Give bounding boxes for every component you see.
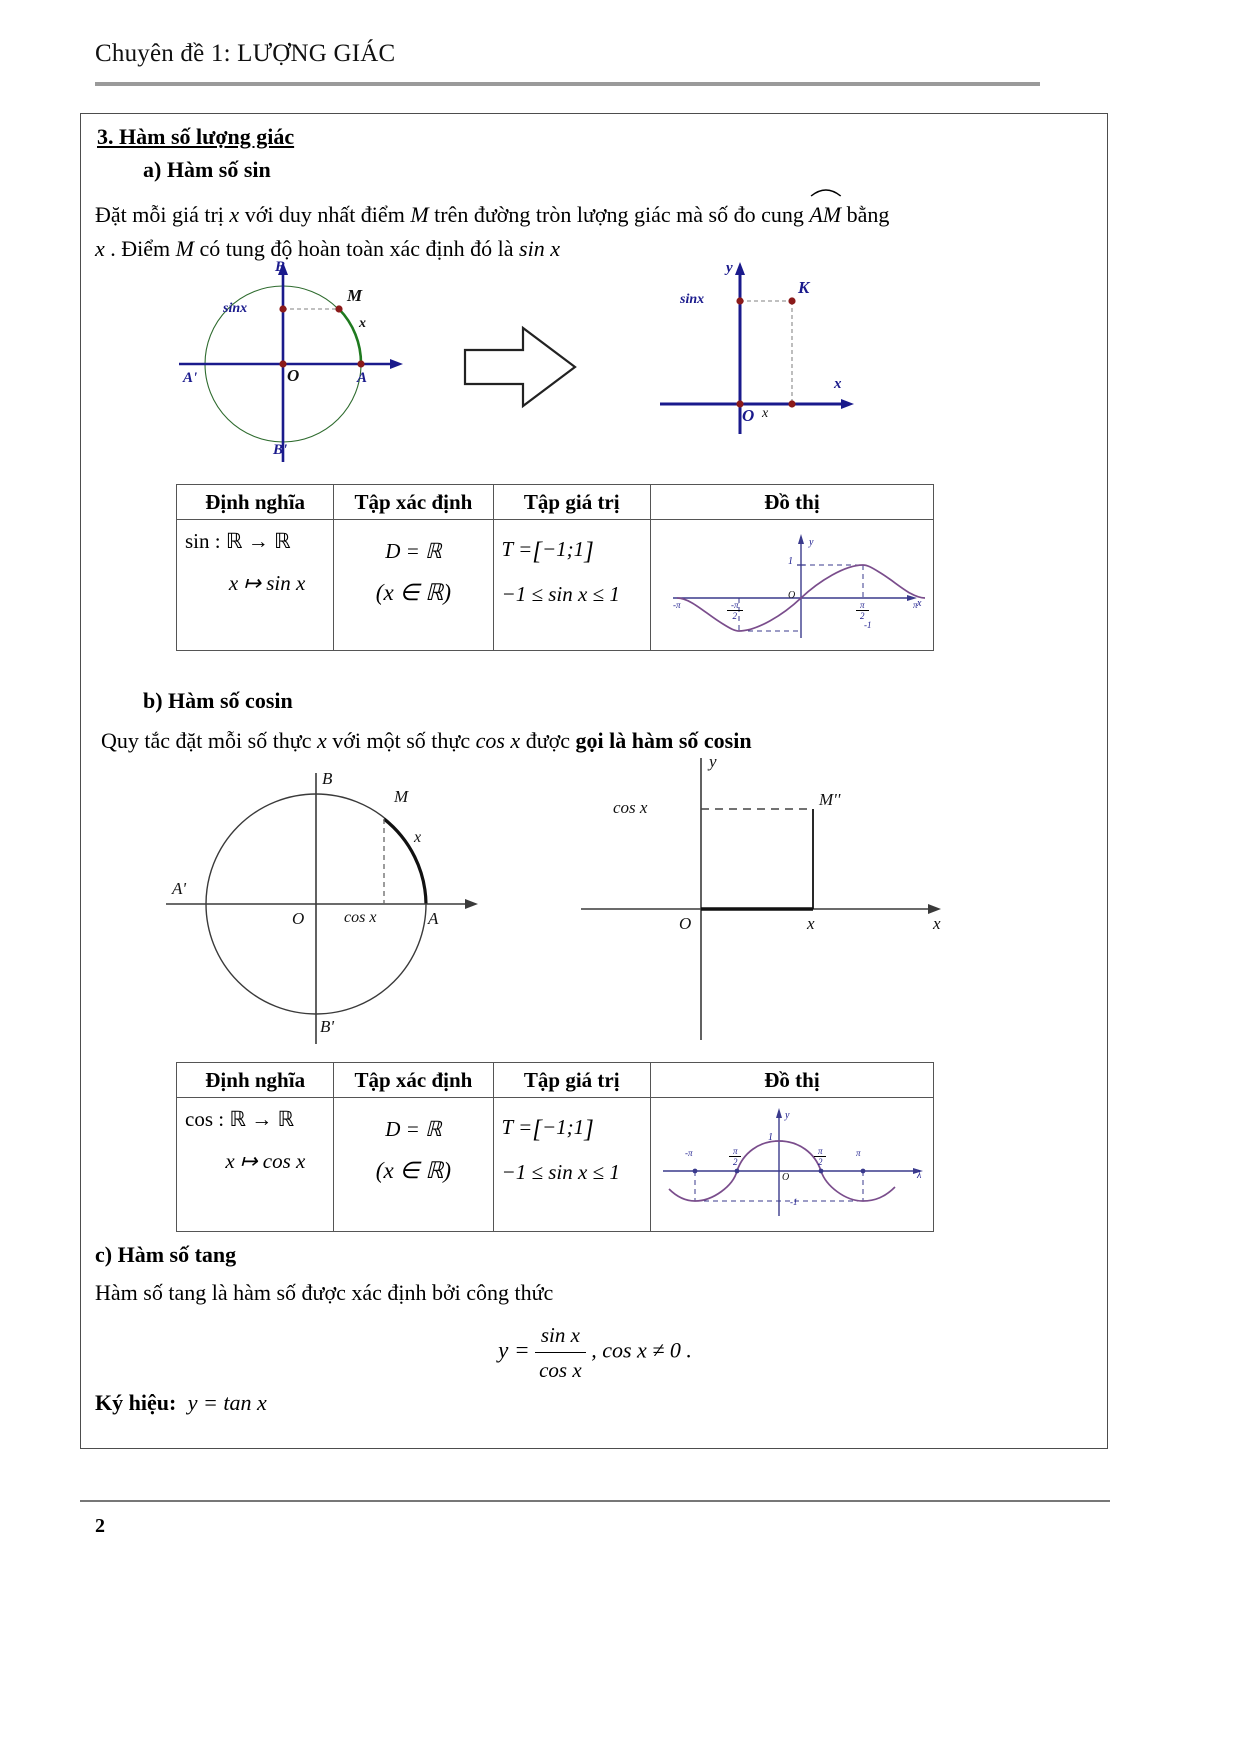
label-O: O xyxy=(679,914,692,933)
table-cos-body-row xyxy=(177,1098,934,1232)
table-cos-properties xyxy=(176,1062,934,1232)
cos-axes-svg xyxy=(561,744,961,1044)
para-sin-var-x: x xyxy=(229,202,240,227)
header-divider xyxy=(95,82,1040,86)
para-sin2-x: x xyxy=(95,236,105,261)
td-cos-domain xyxy=(334,1098,493,1232)
formula-tan-numerator: sin x xyxy=(535,1318,586,1353)
sin-domain-line-2: (x ∈ ℝ) xyxy=(375,580,452,605)
cos-range-T: T = xyxy=(501,1115,533,1139)
label-x-tick: x xyxy=(807,914,815,933)
footer-divider xyxy=(80,1500,1110,1502)
formula-tan xyxy=(81,1318,1109,1387)
point-x xyxy=(788,400,795,407)
point-minus-pi xyxy=(693,1169,698,1174)
label-M: M xyxy=(394,787,409,806)
td-cos-definition xyxy=(177,1098,334,1232)
label-x-point: x xyxy=(762,406,769,421)
graph-tick-label-1: 1 xyxy=(787,556,793,567)
label-x-axis: x xyxy=(834,376,842,392)
td-sin-graph xyxy=(650,520,933,651)
label-M: M xyxy=(347,286,363,305)
sin-graph-container xyxy=(651,520,933,650)
cos-graph-svg xyxy=(651,1098,933,1231)
heading-sub-b: b) Hàm số cosin xyxy=(143,688,293,713)
point-origin xyxy=(279,360,286,367)
para-cos-post: được xyxy=(520,728,576,753)
formula-tan-lhs: y = xyxy=(498,1337,530,1363)
td-sin-definition xyxy=(177,520,334,651)
sin-axes-svg xyxy=(656,254,866,454)
cos-domain-line-1: D = ℝ xyxy=(385,1117,442,1141)
cos-range-interval: −1;1 xyxy=(542,1115,585,1139)
graph-label-y: y xyxy=(808,537,814,548)
para-sin2-mid: . Điểm xyxy=(104,236,176,261)
figure-sin-axes xyxy=(656,254,866,454)
page-number: 2 xyxy=(95,1515,105,1537)
point-a xyxy=(357,360,364,367)
formula-tan-fraction xyxy=(535,1318,586,1387)
cos-def-line-2: x ↦ cos x xyxy=(225,1149,306,1173)
para-cos-x: x xyxy=(317,728,327,753)
label-sinx: sinx xyxy=(223,301,248,316)
label-arc-x: x xyxy=(414,829,422,846)
formula-tan-condition: , cos x ≠ 0 . xyxy=(591,1337,692,1363)
sin-domain-line-1: D = ℝ xyxy=(385,539,442,563)
sin-def-line-2: x ↦ sin x xyxy=(228,571,306,595)
graph-tick-label-pi-over-2: $\frac{\pi}{2}$ xyxy=(814,1146,827,1167)
label-M-double-prime: M'' xyxy=(819,790,841,809)
graph-label-O: O xyxy=(781,1172,790,1183)
th-tap-xac-dinh: Tập xác định xyxy=(334,1063,493,1098)
arc-highlight xyxy=(339,309,361,364)
cos-circle-svg xyxy=(156,759,496,1049)
cos-domain-line-2: (x ∈ ℝ) xyxy=(375,1158,452,1183)
para-sin2-m: M xyxy=(175,236,194,261)
arc-am-text: AM xyxy=(809,202,842,227)
sin-range-line-1: T =[−1;1] xyxy=(501,537,594,565)
table-sin-body-row xyxy=(177,520,934,651)
page-header xyxy=(95,40,1145,68)
tan-notation-value: y = tan x xyxy=(187,1390,267,1415)
table-sin-properties xyxy=(176,484,934,651)
heading-section-3: 3. Hàm số lượng giác xyxy=(97,124,295,149)
heading-sub-a: a) Hàm số sin xyxy=(143,157,271,182)
graph-tick-label-minus1: -1 xyxy=(863,620,872,630)
cos-def-line-1: cos : ℝ → ℝ xyxy=(185,1107,295,1131)
label-O: O xyxy=(287,366,300,385)
th-do-thi: Đồ thị xyxy=(650,485,933,520)
th-tap-xac-dinh: Tập xác định xyxy=(334,485,493,520)
point-pi-over-2 xyxy=(819,1169,824,1174)
para-cos-bold: gọi là hàm số cosin xyxy=(575,728,752,753)
figure-sin-unit-circle xyxy=(171,254,411,469)
figure-cos-axes xyxy=(561,744,961,1044)
para-sin-mid: với duy nhất điểm xyxy=(239,202,411,227)
content-frame xyxy=(80,113,1108,1449)
sin-range-interval: −1;1 xyxy=(542,537,585,561)
para-sin-post: trên đường tròn lượng giác mà số đo cung xyxy=(428,202,810,227)
x-axis-arrow xyxy=(465,899,478,909)
label-K: K xyxy=(798,278,810,297)
td-cos-range xyxy=(493,1098,650,1232)
graph-tick-label-minus1: -1 xyxy=(789,1197,798,1207)
th-dinh-nghia: Định nghĩa xyxy=(177,485,334,520)
arc-icon xyxy=(810,187,842,197)
label-cosx: cos x xyxy=(613,798,648,817)
graph-y-arrow xyxy=(776,1108,782,1118)
sin-circle-svg xyxy=(171,254,411,469)
td-sin-domain xyxy=(334,520,493,651)
label-arc-x: x xyxy=(359,316,366,331)
graph-y-arrow xyxy=(798,534,804,544)
label-A: A xyxy=(357,370,368,386)
header-title: Chuyên đề 1: LƯỢNG GIÁC xyxy=(95,40,396,67)
graph-label-y: y xyxy=(784,1110,790,1121)
sin-def-line-1: sin : ℝ → ℝ xyxy=(185,529,291,553)
graph-tick-label-minus-pi-over-2: $\frac{-\pi}{2}$ xyxy=(727,600,743,621)
table-sin-header-row xyxy=(177,485,934,520)
label-sinx: sinx xyxy=(680,292,705,307)
label-y-axis: y xyxy=(709,752,717,771)
sin-range-T: T = xyxy=(501,537,533,561)
label-B: B xyxy=(275,259,286,275)
graph-label-x: λ xyxy=(916,1170,922,1181)
point-pi xyxy=(861,1169,866,1174)
x-axis-arrow xyxy=(390,359,403,369)
graph-tick-label-minus-pi: -π xyxy=(672,600,681,610)
graph-tick-label-pi-over-2: $\frac{\pi}{2}$ xyxy=(856,600,869,621)
label-B-prime: B' xyxy=(273,442,288,458)
paragraph-tan-definition: Hàm số tang là hàm số được xác định bởi công thức xyxy=(95,1280,554,1305)
graph-label-x: x xyxy=(916,598,922,609)
label-O: O xyxy=(292,909,305,928)
label-A-prime: A' xyxy=(183,370,198,386)
para-cos-mid: với một số thực xyxy=(326,728,476,753)
graph-tick-label-minus-pi: -π xyxy=(684,1148,693,1158)
th-tap-gia-tri: Tập giá trị xyxy=(493,485,650,520)
label-A: A xyxy=(428,909,439,928)
graph-tick-label-minus-pi-over-2: $\frac{\pi}{2}$ xyxy=(729,1146,742,1167)
td-sin-range xyxy=(493,520,650,651)
graph-tick-label-pi: π xyxy=(855,1148,861,1158)
figure-cos-unit-circle xyxy=(156,759,496,1049)
label-x-axis: x xyxy=(933,914,941,933)
point-sinx xyxy=(736,297,743,304)
para-sin-pre: Đặt mỗi giá trị xyxy=(95,202,230,227)
graph-tick-label-pi: π xyxy=(912,600,918,610)
tan-notation-label: Ký hiệu: xyxy=(95,1390,177,1415)
x-axis-arrow xyxy=(841,399,854,409)
sin-graph-svg xyxy=(651,520,933,650)
formula-tan-denominator: cos x xyxy=(539,1358,582,1382)
para-cos-pre: Quy tắc đặt mỗi số thực xyxy=(101,728,317,753)
para-sin-end: bằng xyxy=(841,202,890,227)
para-sin2-sinx: sin x xyxy=(519,236,560,261)
point-k xyxy=(788,297,795,304)
para-cos-cosx: cos x xyxy=(475,728,521,753)
cos-range-line-2: −1 ≤ sin x ≤ 1 xyxy=(501,1160,620,1184)
th-tap-gia-tri: Tập giá trị xyxy=(493,1063,650,1098)
label-B: B xyxy=(322,769,333,788)
graph-tick-label-1: 1 xyxy=(767,1132,773,1143)
th-dinh-nghia: Định nghĩa xyxy=(177,1063,334,1098)
cos-range-line-1: T =[−1;1] xyxy=(501,1115,594,1143)
sin-range-line-2: −1 ≤ sin x ≤ 1 xyxy=(501,582,620,606)
point-sinx xyxy=(279,305,286,312)
label-A-prime: A' xyxy=(172,879,187,898)
td-cos-graph xyxy=(650,1098,933,1232)
heading-sub-c: c) Hàm số tang xyxy=(95,1242,237,1267)
label-y-axis: y xyxy=(726,260,733,276)
graph-label-O: O xyxy=(787,590,796,601)
point-m xyxy=(335,305,342,312)
arc-am-notation xyxy=(809,196,841,232)
transition-arrow xyxy=(461,322,581,417)
th-do-thi: Đồ thị xyxy=(650,1063,933,1098)
label-cosx: cos x xyxy=(344,909,377,926)
table-cos-header-row xyxy=(177,1063,934,1098)
y-axis-arrow xyxy=(735,262,745,275)
label-O: O xyxy=(742,406,755,425)
label-B-prime: B' xyxy=(320,1017,335,1036)
right-arrow-icon xyxy=(461,322,581,412)
x-axis-arrow xyxy=(928,904,941,914)
para-sin-point-m: M xyxy=(410,202,429,227)
point-minus-pi-over-2 xyxy=(735,1169,740,1174)
cos-graph-container xyxy=(651,1098,933,1231)
para-sin2-post: có tung độ hoàn toàn xác định đó là xyxy=(193,236,520,261)
tan-notation-line xyxy=(95,1386,267,1420)
